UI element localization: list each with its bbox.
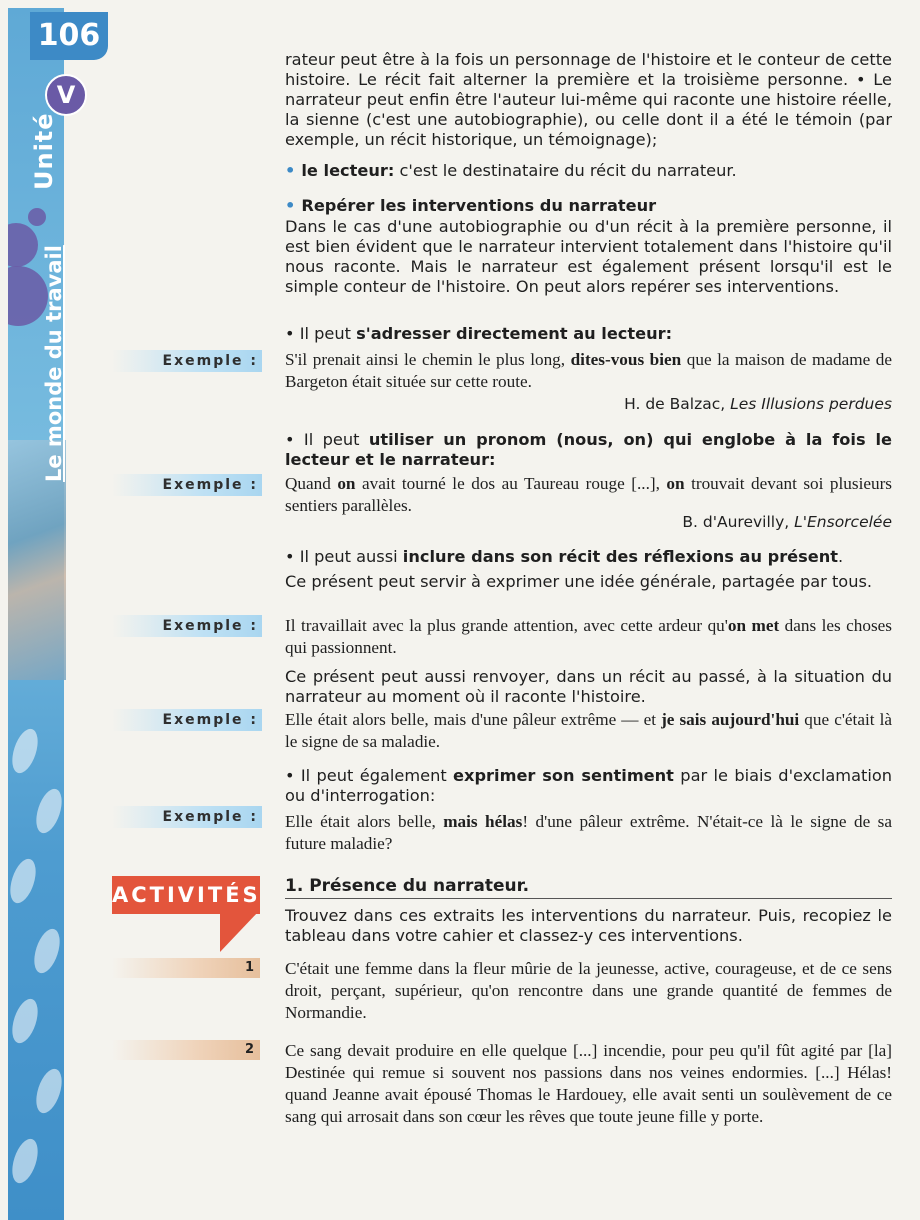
rule-text: • Il peut [285,430,369,449]
example-text: S'il prenait ainsi le chemin le plus long, [285,350,571,369]
source-author: B. d'Aurevilly, [682,513,795,531]
example-text: Quand [285,474,338,493]
unit-theme: Le monde du travail [42,245,66,482]
paragraph-present-2: Ce présent peut aussi renvoyer, dans un récit au passé, à la situation du narrateur au moment où il raconte l'histoire. [285,667,892,706]
example-bold: on [666,474,685,493]
example-text: Elle était alors belle, mais d'une pâleur extrême — et [285,710,662,729]
rule-3 [285,547,892,567]
source-title: L'Ensorcelée [794,513,892,531]
activities-label: ACTIVITÉS [112,876,260,914]
term-lecteur: le lecteur: [301,161,395,180]
example-text: que c'était là le signe de sa maladie. [285,710,892,751]
example-label: Exemple : [112,709,262,731]
paragraph-reperer: Dans le cas d'une autobiographie ou d'un récit à la première personne, il est bien évident que le narrateur intervient totalement dans l'histoire qu'il nous raconte. Mais le narrateur est également présent lorsqu'il est le simple conteur de l'histoire. On peut alors repérer ses interventions. [285,217,892,296]
rule-text: • Il peut [285,324,357,343]
rule-text: . [838,547,844,566]
unit-number: V [45,74,87,116]
activity-instructions: Trouvez dans ces extraits les interventions du narrateur. Puis, recopiez le tableau dans votre cahier et classez-y ces interventions. [285,906,892,945]
example-label: Exemple : [112,615,262,637]
decor-oval [8,856,41,907]
unit-label: Unité [30,112,58,190]
activity-title: 1. Présence du narrateur. [285,876,892,899]
paragraph-present-1: Ce présent peut servir à exprimer une idée générale, partagée par tous. [285,572,873,591]
example-4 [285,709,892,753]
example-bold: dites-vous bien [570,350,682,369]
example-5 [285,811,892,855]
source-title: Les Illusions perdues [730,395,892,413]
source-author: H. de Balzac, [624,395,731,413]
section-heading [285,196,892,216]
rule-text: • Il peut aussi [285,547,403,566]
rule-1 [285,324,892,344]
rule-bold: exprimer son sentiment [453,766,674,785]
source-2 [682,513,892,531]
rule-text: • Il peut également [285,766,454,785]
extract-1: C'était une femme dans la fleur mûrie de la jeunesse, active, courageuse, et de ce sens droit, perçant, supérieur, qu'on rencontre dans une grande quantité de femmes de Normandie. [285,959,892,1022]
example-label: Exemple : [112,350,262,372]
bullet-dot: • [285,196,296,215]
example-text: que la maison de madame de Bargeton était située sur cette route. [285,350,892,391]
decor-oval [31,1066,64,1117]
example-bold: on [337,474,356,493]
example-1 [285,349,892,393]
example-text: dans les choses qui passionnent. [285,616,892,657]
decor-oval [8,726,43,777]
extract-number: 2 [112,1040,260,1060]
example-text: ! d'une pâleur extrême. N'était-ce là le signe de sa future maladie? [285,812,892,853]
bullet-lecteur [285,161,892,181]
decor-oval [29,926,64,977]
example-3 [285,615,892,659]
decor-oval [8,996,43,1047]
decor-circle [8,223,38,267]
rule-bold: inclure dans son récit des réflexions au présent [402,547,839,566]
example-2 [285,473,892,517]
example-label: Exemple : [112,474,262,496]
extract-2: Ce sang devait produire en elle quelque [...] incendie, pour peu qu'il fût agité par [la] Destinée qui remue si souvent nos passions dans nos veines endormies. [...] Hélas! quand Jeanne avait épousé Thomas le Hardouey, elle avait senti un soulèvement de ce sang qui arrosait dans son cœur les rêves que toute jeune fille y porte. [285,1041,892,1126]
def-lecteur: c'est le destinataire du récit du narrateur. [394,161,737,180]
example-text: trouvait devant soi plusieurs sentiers parallèles. [285,474,892,515]
example-text: Elle était alors belle, [285,812,444,831]
paragraph-intro: rateur peut être à la fois un personnage de l'histoire et le conteur de cette histoire. Le récit fait alterner la première et la troisième personne. • Le narrateur peut enfin être l'auteur lui-même qui raconte une histoire réelle, la sienne (c'est une autobiographie), ou celle dont il a été le témoin (par exemple, un récit historique, un témoignage); [285,50,892,149]
example-text: Il travaillait avec la plus grande attention, avec cette ardeur qu' [285,616,728,635]
rule-4 [285,766,892,806]
rule-bold: utiliser un pronom (nous, on) qui englobe à la fois le lecteur et le narrateur: [285,430,892,469]
section-title: Repérer les interventions du narrateur [301,196,657,215]
example-bold: je sais aujourd'hui [661,710,800,729]
page-number: 106 [30,12,108,60]
activities-pointer [220,912,258,952]
decor-oval [8,1136,43,1187]
extract-number: 1 [112,958,260,978]
example-bold: mais hélas [443,812,523,831]
example-label: Exemple : [112,806,262,828]
bullet-dot: • [285,161,296,180]
rule-text: par le biais d'exclamation ou d'interrogation: [285,766,893,805]
rule-2 [285,430,892,470]
source-1 [624,395,892,413]
decor-oval [31,786,64,837]
example-text: avait tourné le dos au Taureau rouge [...], [355,474,667,493]
rule-bold: s'adresser directement au lecteur: [356,324,673,343]
example-bold: on met [727,616,780,635]
